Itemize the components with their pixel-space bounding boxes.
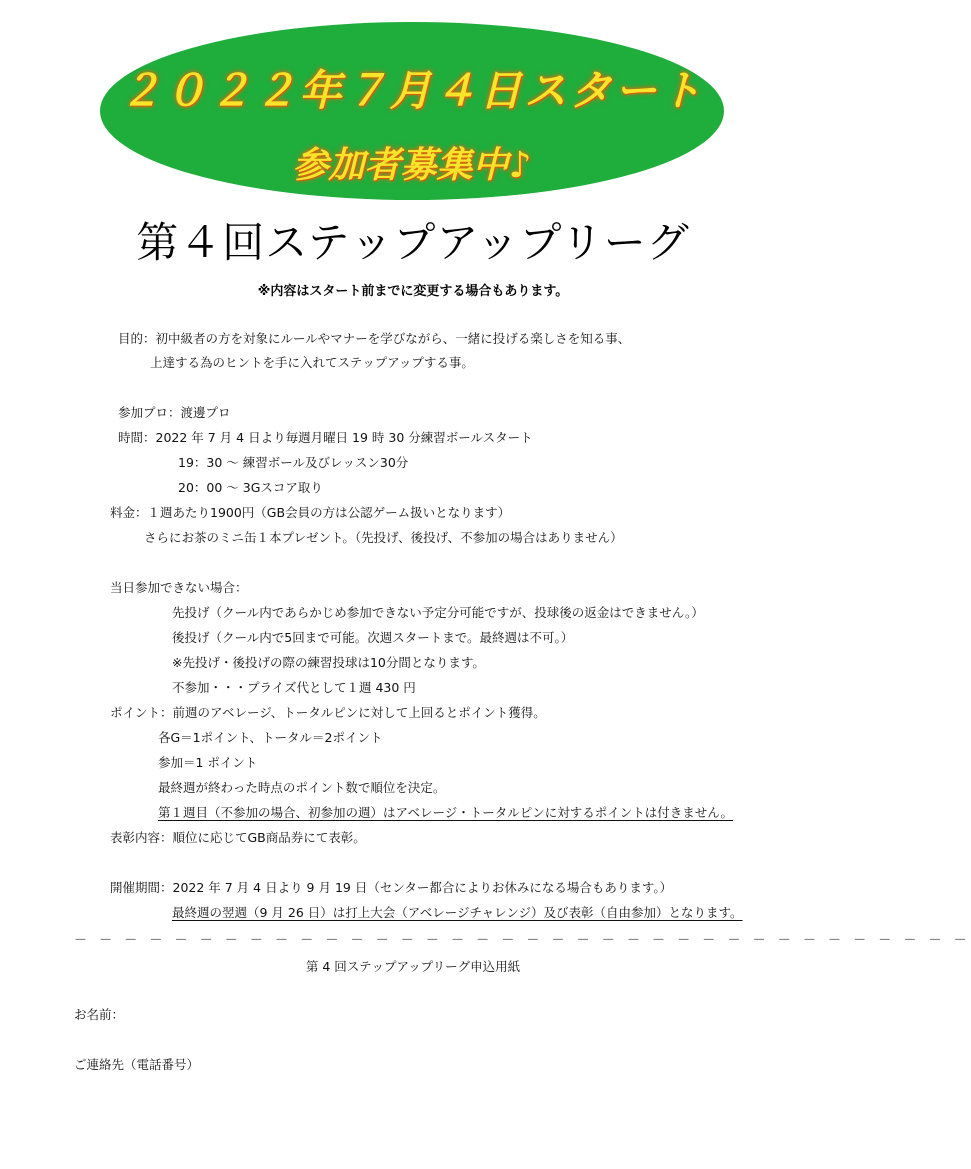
absence-item: 先投げ（クール内であらかじめ参加できない予定分可能ですが、投球後の返金はできません。） <box>172 605 704 620</box>
absence-item: 不参加・・・プライズ代として１週 430 円 <box>172 680 416 695</box>
purpose-line-2: 上達する為のヒントを手に入れてステップアップする事。 <box>150 355 474 370</box>
cut-line-separator: － － － － － － － － － － － － － － － － － － － － － － － － － － － － － － － － － － － － <box>74 933 971 948</box>
page-title: 第４回ステップアップリーグ <box>136 218 690 267</box>
change-notice: ※内容はスタート前までに変更する場合もあります。 <box>257 284 569 299</box>
pro-line: 参加プロ：渡邊プロ <box>118 405 231 420</box>
points-item-underlined: 第１週目（不参加の場合、初参加の週）はアベレージ・トータルピンに対するポイントは付きません。 <box>158 805 734 820</box>
time-line-3: 20：00 ～ 3Gスコア取り <box>178 480 323 495</box>
absence-item: ※先投げ・後投げの際の練習投球は10分間となります。 <box>172 655 485 670</box>
name-label: お名前： <box>74 1007 125 1022</box>
absence-heading: 当日参加できない場合： <box>110 580 248 595</box>
banner-recruiting: 参加者募集中♪ <box>292 145 532 186</box>
points-item: 参加＝1 ポイント <box>158 755 258 770</box>
fee-line-2: さらにお茶のミニ缶１本プレゼント。（先投げ、後投げ、不参加の場合はありません） <box>144 530 623 545</box>
purpose-line-1: 目的：初中級者の方を対象にルールやマナーを学びながら、一緒に投げる楽しさを知る事、 <box>118 331 631 346</box>
points-heading: ポイント：前週のアベレージ、トータルピンに対して上回るとポイント獲得。 <box>110 705 546 720</box>
banner-start-date: ２０２２年７月４日スタート <box>119 66 705 115</box>
period-line-1: 開催期間：2022 年 7 月 4 日より 9 月 19 日（センター都合によりお休みになる場合もあります。） <box>110 880 673 895</box>
time-line-2: 19：30 ～ 練習ボール及びレッスン30分 <box>178 455 409 470</box>
form-title: 第 4 回ステップアップリーグ申込用紙 <box>305 959 521 974</box>
time-line-1: 時間：2022 年 7 月 4 日より毎週月曜日 19 時 30 分練習ボールスタート <box>118 430 533 445</box>
period-line-2: 最終週の翌週（9 月 26 日）は打上大会（アベレージチャレンジ）及び表彰（自由参加）となります。 <box>172 905 743 920</box>
award-line: 表彰内容：順位に応じてGB商品券にて表彰。 <box>110 830 366 845</box>
points-item: 最終週が終わった時点のポイント数で順位を決定。 <box>158 780 446 795</box>
points-item: 各G＝1ポイント、トータル＝2ポイント <box>158 730 383 745</box>
fee-line-1: 料金：１週あたり1900円（GB会員の方は公認ゲーム扱いとなります） <box>110 505 511 520</box>
absence-item: 後投げ（クール内で5回まで可能。次週スタートまで。最終週は不可。） <box>172 630 574 645</box>
contact-label: ご連絡先（電話番号） <box>74 1057 200 1072</box>
